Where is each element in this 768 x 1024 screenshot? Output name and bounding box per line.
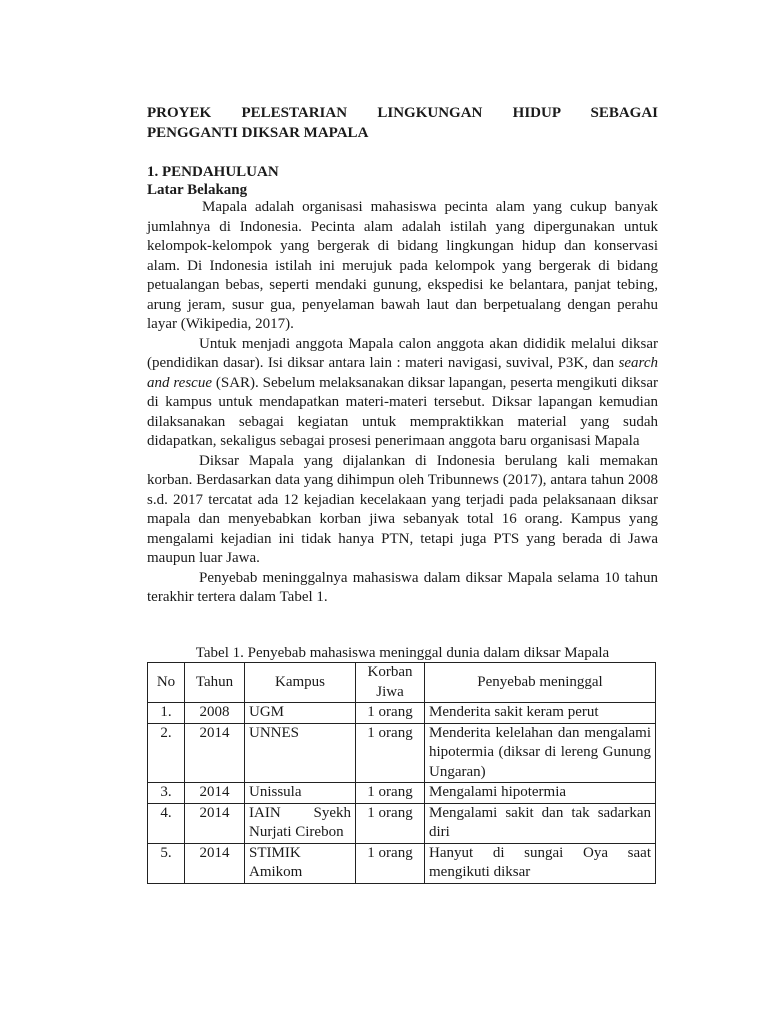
cell-tahun: 2014	[185, 803, 245, 843]
cell-penyebab: Hanyut di sungai Oya saat mengikuti diksar	[425, 843, 656, 883]
paragraph-4: Penyebab meninggalnya mahasiswa dalam diksar Mapala selama 10 tahun terakhir tertera dalam Tabel 1.	[147, 569, 658, 605]
cell-korban: 1 orang	[356, 843, 425, 883]
table-header-row	[148, 663, 656, 703]
header-penyebab: Penyebab meninggal	[425, 663, 656, 703]
cell-kampus: IAIN Syekh Nurjati Cirebon	[245, 803, 356, 843]
table-row	[148, 703, 656, 724]
cell-kampus: STIMIK Amikom	[245, 843, 356, 883]
table-row	[148, 783, 656, 804]
cell-korban: 1 orang	[356, 803, 425, 843]
table-row	[148, 803, 656, 843]
header-tahun: Tahun	[185, 663, 245, 703]
cell-penyebab: Mengalami sakit dan tak sadarkan diri	[425, 803, 656, 843]
paragraph-2-text-b: (SAR). Sebelum melaksanakan diksar lapangan, peserta mengikuti diksar di kampus untuk mendapatkan materi-materi tersebut. Diksar lapangan kemudian dilaksanakan sebagai kegiatan untuk mempraktikkan material yang sudah didapatkan, sekaligus sebagai prosesi penerimaan anggota baru organisasi Mapala	[147, 374, 658, 449]
cell-tahun: 2014	[185, 843, 245, 883]
cell-tahun: 2014	[185, 783, 245, 804]
paragraph-3: Diksar Mapala yang dijalankan di Indonesia berulang kali memakan korban. Berdasarkan data yang dihimpun oleh Tribunnews (2017), antara tahun 2008 s.d. 2017 tercatat ada 12 kejadian kecelakaan yang terjadi pada pelaksanaan diksar mapala dan menyebabkan korban jiwa sebanyak total 16 orang. Kampus yang mengalami kejadian ini tidak hanya PTN, tetapi juga PTS yang berada di Jawa maupun luar Jawa.	[147, 452, 658, 566]
incident-table	[147, 662, 656, 884]
cell-penyebab: Mengalami hipotermia	[425, 783, 656, 804]
cell-no: 5.	[148, 843, 185, 883]
table-caption: Tabel 1. Penyebab mahasiswa meninggal dunia dalam diksar Mapala	[195, 645, 610, 661]
cell-kampus: UGM	[245, 703, 356, 724]
cell-no: 1.	[148, 703, 185, 724]
header-kampus: Kampus	[245, 663, 356, 703]
header-korban-line-2: Jiwa	[376, 683, 404, 700]
cell-korban: 1 orang	[356, 723, 425, 783]
cell-penyebab: Menderita sakit keram perut	[425, 703, 656, 724]
cell-penyebab: Menderita kelelahan dan mengalami hipotermia (diksar di lereng Gunung Ungaran)	[425, 723, 656, 783]
section-heading: 1. PENDAHULUAN	[147, 164, 279, 180]
paragraph-2-text-a: Untuk menjadi anggota Mapala calon anggota akan dididik melalui diksar (pendidikan dasar). Isi diksar antara lain : materi navigasi, suvival, P3K, dan	[147, 335, 658, 371]
table-row	[148, 723, 656, 783]
body-text	[147, 198, 658, 608]
cell-korban: 1 orang	[356, 783, 425, 804]
table-row	[148, 843, 656, 883]
paragraph-2	[147, 335, 658, 452]
document-title-line-2: PENGGANTI DIKSAR MAPALA	[147, 125, 369, 141]
cell-no: 3.	[148, 783, 185, 804]
header-korban-line-1: Korban	[367, 664, 413, 680]
cell-tahun: 2014	[185, 723, 245, 783]
cell-kampus: Unissula	[245, 783, 356, 804]
header-no: No	[148, 663, 185, 703]
paragraph-2-italic: search and rescue	[147, 355, 658, 391]
sub-heading: Latar Belakang	[147, 182, 248, 198]
cell-kampus: UNNES	[245, 723, 356, 783]
cell-tahun: 2008	[185, 703, 245, 724]
paragraph-1: Mapala adalah organisasi mahasiswa pecinta alam yang cukup banyak jumlahnya di Indonesia. Pecinta alam adalah istilah yang dipergunakan untuk kelompok-kelompok yang bergerak di bidang lingkungan hidup dan konservasi alam. Di Indonesia istilah ini merujuk pada kelompok yang bergerak di bidang petualangan bebas, seperti mendaki gunung, ekspedisi ke belantara, panjat tebing, arung jeram, susur gua, penyelaman bawah laut dan berpetualang dengan perahu layar (Wikipedia, 2017).	[147, 199, 658, 332]
document-title-line-1: PROYEK PELESTARIAN LINGKUNGAN HIDUP SEBAGAI	[147, 105, 658, 121]
cell-no: 2.	[148, 723, 185, 783]
header-korban-jiwa	[356, 663, 425, 703]
cell-korban: 1 orang	[356, 703, 425, 724]
cell-no: 4.	[148, 803, 185, 843]
